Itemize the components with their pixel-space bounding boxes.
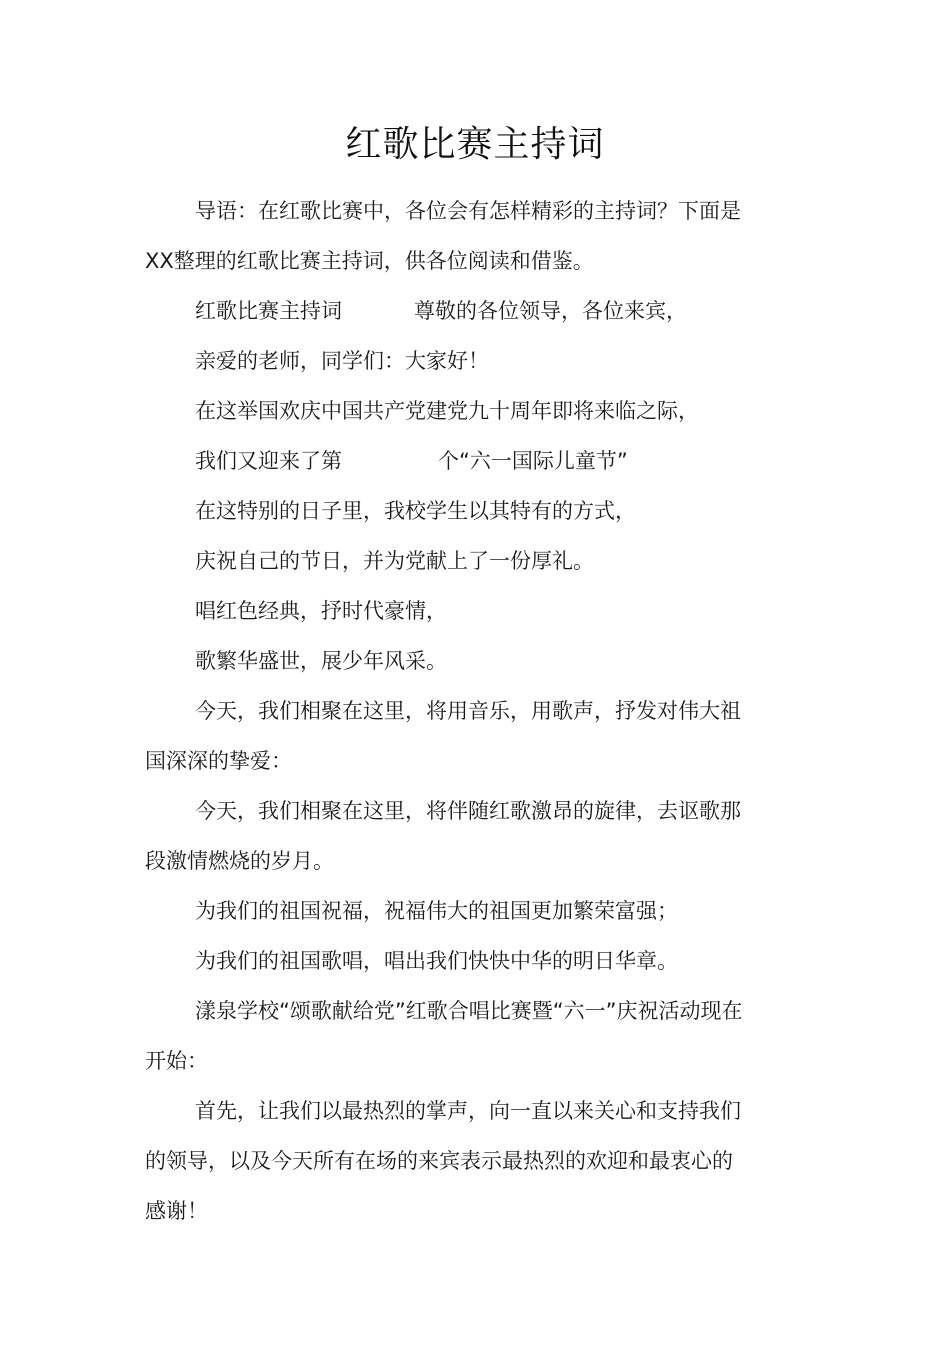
greeting-text: 尊敬的各位领导，各位来宾， [414,299,687,323]
paragraph-special-day: 在这特别的日子里，我校学生以其特有的方式， [195,499,636,523]
paragraph-thanks: 首先，让我们以最热烈的掌声，向一直以来关心和支持我们的领导，以及今天所有在场的来宾表示最热烈的欢迎和最衷心的感谢！ [145,1099,741,1223]
paragraph-gift: 庆祝自己的节日，并为党献上了一份厚礼。 [195,549,594,573]
document-body [145,186,745,1236]
paragraph-celebration: 在这举国欢庆中国共产党建党九十周年即将来临之际， [195,399,699,423]
heading-inline: 红歌比赛主持词 [195,299,342,323]
paragraph-singing: 为我们的祖国歌唱，唱出我们快快中华的明日华章。 [195,949,678,973]
paragraph-blessing: 为我们的祖国祝福，祝福伟大的祖国更加繁荣富强； [195,899,678,923]
paragraph-melody: 今天，我们相聚在这里，将伴随红歌激昂的旋律，去讴歌那段激情燃烧的岁月。 [145,799,741,873]
document-title: 红歌比赛主持词 [345,124,605,165]
childrens-day-right: 个“六一国际儿童节” [438,449,628,473]
paragraph-hello: 亲爱的老师，同学们：大家好！ [195,349,489,373]
childrens-day-left: 我们又迎来了第 [195,449,342,473]
paragraph-music: 今天，我们相聚在这里，将用音乐，用歌声，抒发对伟大祖国深深的挚爱： [145,699,741,773]
paragraph-event-start: 漾泉学校“颂歌献给党”红歌合唱比赛暨“六一”庆祝活动现在开始： [145,999,743,1073]
paragraph-sing-classic: 唱红色经典，抒时代豪情， [195,599,447,623]
paragraph-greeting-line [145,286,745,336]
paragraph-prosperity: 歌繁华盛世，展少年风采。 [195,649,447,673]
paragraph-childrens-day [145,436,745,486]
paragraph-intro: 导语：在红歌比赛中，各位会有怎样精彩的主持词？下面是 XX整理的红歌比赛主持词，供各位阅读和借鉴。 [145,199,741,273]
